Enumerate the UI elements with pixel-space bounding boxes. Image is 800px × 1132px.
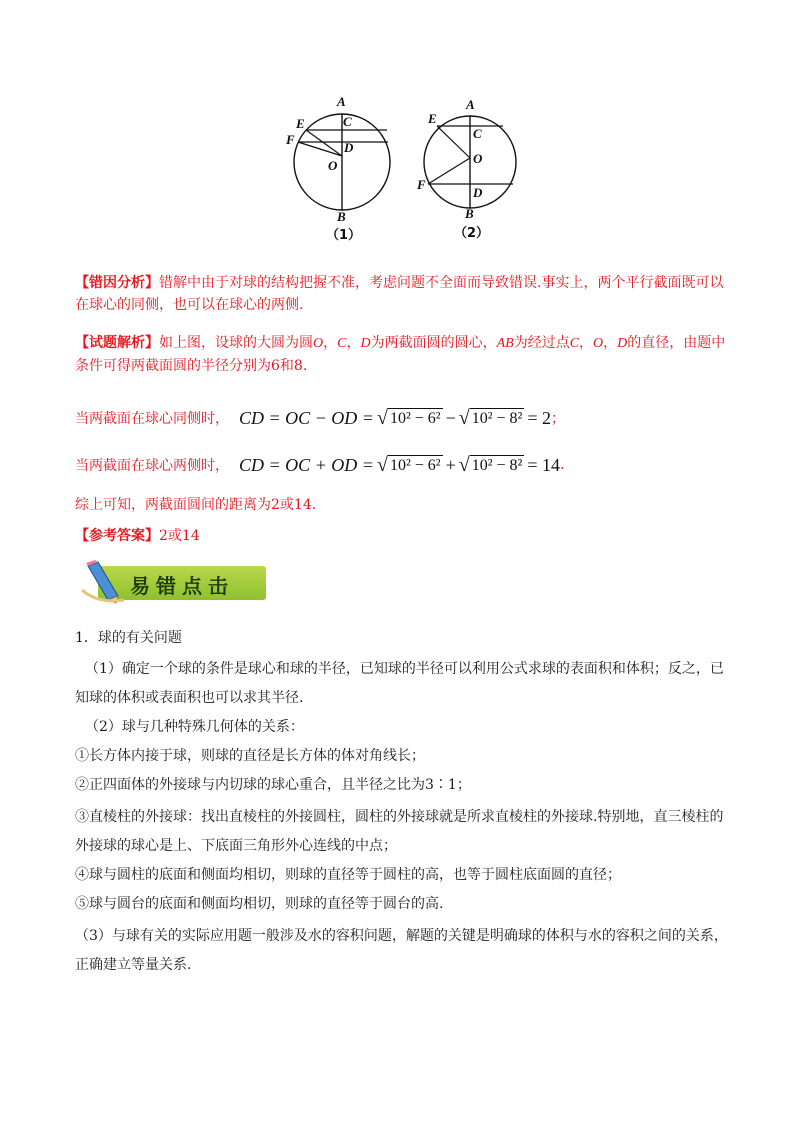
case1-op: − xyxy=(445,407,456,428)
case1-radicand-2: 10² − 8² xyxy=(471,409,523,427)
d2-label-b: B xyxy=(465,206,474,221)
tips-p1: （1）确定一个球的条件是球心和球的半径，已知球的半径可以利用公式求球的表面积和体积；反之，已知球的体积或表面积也可以求其半径. xyxy=(75,661,724,706)
diagram-2 xyxy=(416,97,516,241)
error-analysis xyxy=(75,272,735,316)
var-d: D xyxy=(360,336,371,351)
solution xyxy=(75,332,735,377)
d1-label-d: D xyxy=(344,140,354,155)
tips-item-5: ⑤球与圆台的底面和侧面均相切，则球的直径等于圆台的高. xyxy=(75,896,444,912)
case1-lhs: CD = OC − OD = xyxy=(239,407,374,428)
d2-label-c: C xyxy=(473,126,482,141)
case-same-side xyxy=(75,403,735,433)
sphere-section-figure xyxy=(270,92,530,242)
case1-equation xyxy=(239,408,551,429)
case1-radicand-1: 10² − 6² xyxy=(389,409,441,427)
case2-lead: 当两截面在球心两侧时， xyxy=(75,458,229,474)
d2-label-a: A xyxy=(466,97,475,112)
var-o: O xyxy=(593,336,604,351)
case2-lhs: CD = OC + OD = xyxy=(239,454,374,475)
diagram-1 xyxy=(285,94,390,242)
d1-label-b: B xyxy=(337,209,346,224)
case2-equation xyxy=(239,455,560,476)
case1-lead: 当两截面在球心同侧时， xyxy=(75,411,229,427)
tips-item-3: ③直棱柱的外接球：找出直棱柱的外接圆柱，圆柱的外接球就是所求直棱柱的外接球.特别地，直三棱柱的外接球的球心是上、下底面三角形外心连线的中点； xyxy=(75,809,724,854)
d1-label-c: C xyxy=(343,114,352,129)
solution-text: 为经过点 xyxy=(513,335,570,351)
d1-label-e: E xyxy=(296,116,305,131)
var-d: D xyxy=(617,336,628,351)
solution-text: ， xyxy=(346,335,361,351)
error-analysis-tag: 【错因分析】 xyxy=(75,275,159,291)
d1-label-f: F xyxy=(286,132,295,147)
case2-op: + xyxy=(445,454,456,475)
d1-label-o: O xyxy=(328,158,338,173)
solution-text: ， xyxy=(603,335,618,351)
tips-p3: （3）与球有关的实际应用题一般涉及水的容积问题，解题的关键是明确球的体积与水的容积之间的关系，正确建立等量关系. xyxy=(75,928,728,973)
tips-item-1: ①长方体内接于球，则球的直径是长方体的体对角线长； xyxy=(75,748,425,764)
sqrt-3: √ 10² − 6² xyxy=(376,453,441,476)
case1-result: = 2 xyxy=(527,407,551,428)
mistake-tips-banner xyxy=(78,560,268,604)
sqrt-1: √ 10² − 6² xyxy=(376,406,441,429)
case1-end: ； xyxy=(550,411,565,427)
solution-text: 为两截面圆的圆心， xyxy=(370,335,497,351)
solution-text: 如上图，设球的大圆为圆 xyxy=(159,335,313,351)
answer-tag: 【参考答案】 xyxy=(75,528,159,544)
pencil-icon xyxy=(78,560,128,604)
tips-item-4: ④球与圆柱的底面和侧面均相切，则球的直径等于圆柱的高，也等于圆柱底面圆的直径； xyxy=(75,867,621,883)
tips-item-2: ②正四面体的外接球与内切球的球心重合，且半径之比为3∶1； xyxy=(75,777,471,793)
d2-label-e: E xyxy=(428,111,437,126)
solution-text: 的直径，由题中条件可得两截面圆的半径分别为6和8. xyxy=(75,335,726,374)
d1-caption: （1） xyxy=(326,228,362,242)
case-both-sides xyxy=(75,450,735,480)
solution-text: ， xyxy=(579,335,594,351)
d2-label-o: O xyxy=(473,151,483,166)
d1-label-a: A xyxy=(337,94,346,109)
banner-title: 易错点击 xyxy=(130,574,234,598)
tips-p2: （2）球与几种特殊几何体的关系： xyxy=(85,719,304,735)
d2-label-f: F xyxy=(417,177,426,192)
case2-end: . xyxy=(559,457,565,473)
solution-text: ， xyxy=(323,335,338,351)
answer xyxy=(75,525,735,547)
case2-result: = 14 xyxy=(527,454,560,475)
d2-label-d: D xyxy=(473,185,483,200)
figure-svg xyxy=(270,92,530,242)
var-c: C xyxy=(569,336,580,351)
solution-tag: 【试题解析】 xyxy=(75,335,159,351)
answer-value: 2或14 xyxy=(159,528,200,544)
var-c: C xyxy=(337,336,347,351)
case2-radicand-2: 10² − 8² xyxy=(471,456,523,474)
error-analysis-text: 错解中由于对球的结构把握不准，考虑问题不全面而导致错误.事实上，两个平行截面既可以在球心的同侧，也可以在球心的两侧. xyxy=(75,275,724,313)
var-ab: AB xyxy=(496,336,514,351)
d2-caption: （2） xyxy=(454,226,490,241)
tips-heading: 1．球的有关问题 xyxy=(75,630,182,646)
conclusion: 综上可知，两截面圆间的距离为2或14. xyxy=(75,497,317,513)
sqrt-2: √ 10² − 8² xyxy=(458,406,523,429)
var-o: O xyxy=(313,336,324,351)
case2-radicand-1: 10² − 6² xyxy=(389,456,441,474)
sqrt-4: √ 10² − 8² xyxy=(458,453,523,476)
